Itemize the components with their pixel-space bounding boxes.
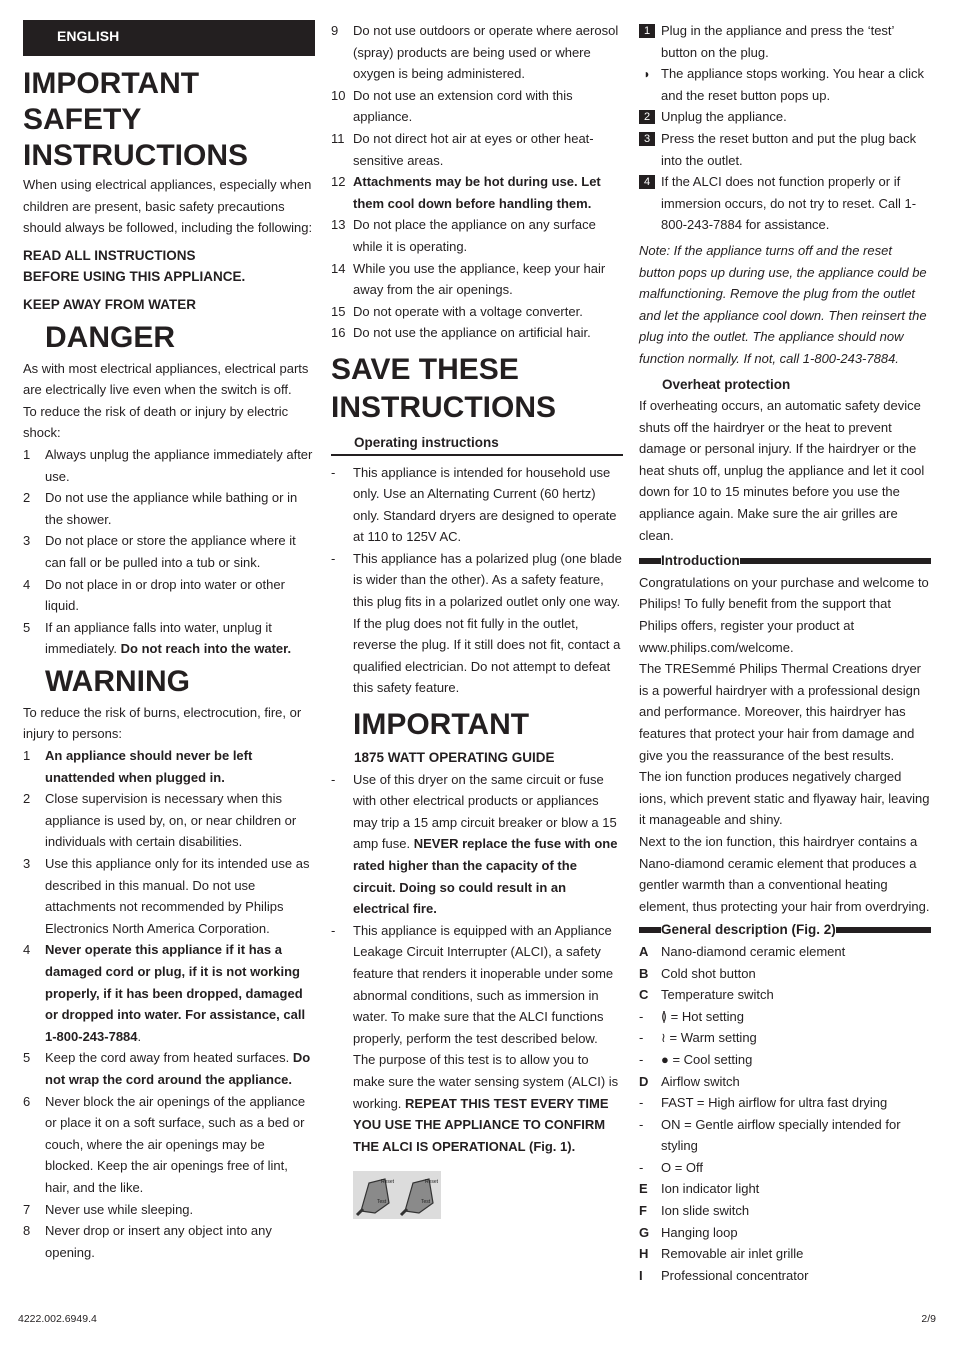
warning-item: 1 An appliance should never be left unattended when plugged in.: [23, 748, 253, 785]
save-heading-line-2: INSTRUCTIONS: [331, 390, 556, 424]
warning-item: 4 Never operate this appliance if it has a damaged cord or plug, if it is not working properly, if it has been dropped, damaged or dropped into water. For assistance, call 1-800-243-7884.: [23, 942, 306, 1044]
intro-text: When using electrical appliances, especially when children are present, basic safety precautions should always be followed, including the following:: [23, 177, 313, 236]
alci-plug-icon: [399, 1173, 439, 1217]
test-step-result: ◗ The appliance stops working. You hear a click and the reset button pops up.: [643, 66, 925, 103]
part-item: A Nano-diamond ceramic element: [639, 943, 846, 959]
column-3: [639, 20, 931, 1286]
warning-item: 6 Never block the air openings of the appliance or place it on a soft surface, such as a bed or couch, where the air openings may be blocked. Keep the air openings free of lint, hair, and the like.: [23, 1093, 306, 1195]
warning-item: 5 Keep the cord away from heated surfaces. Do not wrap the cord around the appliance.: [23, 1050, 311, 1087]
figure-label: Reset: [425, 1179, 439, 1186]
guide-item: - Use of this dryer on the same circuit or fuse with other electrical products or appliances may trip a 15 amp circuit breaker or blow a 15 amp fuse. NEVER replace the fuse with one rated higher than the capacity of the circuit. Doing so could result in an electrical fire.: [331, 771, 618, 917]
test-step: 3 Press the reset button and put the plug back into the outlet.: [639, 128, 931, 171]
read-all-line-2: BEFORE USING THIS APPLIANCE.: [23, 269, 246, 285]
part-item: D Airflow switch: [639, 1073, 740, 1089]
danger-item: 5 If an appliance falls into water, unplug it immediately. Do not reach into the water.: [23, 619, 292, 657]
part-subitem: - O = Off: [639, 1159, 704, 1175]
part-subitem: - FAST = High airflow for ultra fast drying: [639, 1095, 888, 1111]
note-text: Note: If the appliance turns off and the reset button pops up during use, the appliance could be malfunctioning. Remove the plug from the outlet and let the appliance cool down. Then reinsert the plug into the outlet. The appliance should now function normally. If not, call 1-800-243-7884.: [639, 242, 927, 366]
danger-item: 4 Do not place in or drop into water or other liquid.: [23, 576, 285, 614]
part-item: E Ion indicator light: [639, 1181, 760, 1197]
column-2: [331, 20, 623, 1219]
page-number: 2/9: [921, 1313, 936, 1325]
warning-lead: To reduce the risk of burns, electrocution, fire, or injury to persons:: [23, 704, 302, 742]
figure-label: Reset: [381, 1179, 395, 1186]
part-item: H Removable air inlet grille: [639, 1246, 804, 1262]
warning-item: 10 Do not use an extension cord with this appliance.: [331, 87, 573, 125]
title-line-2: SAFETY: [23, 103, 142, 136]
title-line-1: IMPORTANT: [23, 67, 200, 100]
warning-item: 8 Never drop or insert any object into any opening.: [23, 1223, 272, 1260]
figure-label: Test: [377, 1199, 387, 1206]
part-subitem: - ≬ = Hot setting: [639, 1008, 744, 1024]
read-all-line-1: READ ALL INSTRUCTIONS: [23, 247, 196, 263]
warning-item: 13 Do not place the appliance on any surface while it is operating.: [331, 217, 596, 254]
figure-1-plug-illustration: [353, 1171, 441, 1219]
warning-item: 15 Do not operate with a voltage converter.: [331, 303, 583, 319]
intro-paragraph: The ion function produces negatively charged ions, which prevent static and flyaway hair, leaving it manageable and shiny.: [639, 769, 930, 828]
operating-instructions-heading: Operating instructions: [331, 432, 623, 456]
warning-item: 11 Do not direct hot air at eyes or other heat-sensitive areas.: [331, 130, 594, 168]
save-heading-line-1: SAVE THESE: [331, 352, 519, 386]
language-tab: ENGLISH: [23, 20, 315, 56]
keep-away-heading: KEEP AWAY FROM WATER: [23, 296, 197, 312]
warning-heading: WARNING: [45, 664, 190, 698]
figure-label: Test: [421, 1199, 431, 1206]
important-heading: IMPORTANT: [353, 708, 530, 742]
intro-paragraph: Congratulations on your purchase and welcome to Philips! To fully benefit from the support that Philips offers, register your product at www.philips.com/welcome.: [639, 574, 929, 655]
operating-item: - This appliance has a polarized plug (one blade is wider than the other). As a safety feature, this plug fits in a polarized outlet only one way. If the plug does not fit fully in the outlet, reverse the plug. If it still does not fit, contact a qualified electrician. Do not attempt to defeat this safety feature.: [331, 550, 622, 696]
part-item: C Temperature switch: [639, 987, 774, 1003]
intro-paragraph: Next to the ion function, this hairdryer contains a Nano-diamond ceramic element that produces a gentler warmth than a conventional heating element, thus protecting your hair from overdrying.: [639, 833, 930, 914]
warning-item: 16 Do not use the appliance on artificial hair.: [331, 325, 591, 341]
test-step: 2 Unplug the appliance.: [639, 106, 931, 128]
operating-item: - This appliance is intended for household use only. Use an Alternating Current (60 hertz) only. Standard dryers are designed to operate at 110 to 125V AC.: [331, 464, 617, 545]
part-subitem: - ● = Cool setting: [639, 1051, 753, 1067]
warning-item: 12 Attachments may be hot during use. Let them cool down before handling them.: [331, 174, 601, 211]
danger-lead-2: To reduce the risk of death or injury by electric shock:: [23, 403, 289, 441]
document-code: 4222.002.6949.4: [18, 1313, 97, 1325]
operating-guide-heading: 1875 WATT OPERATING GUIDE: [354, 750, 555, 766]
intro-paragraph: The TRESemmé Philips Thermal Creations dryer is a powerful hairdryer with a professional design and performance. Moreover, this hairdryer has features that protect your hair from damage and give you the reassurance of the best results.: [639, 661, 922, 763]
danger-item: 1 Always unplug the appliance immediately after use.: [23, 446, 313, 484]
alci-plug-icon: [355, 1173, 395, 1217]
overheat-heading: Overheat protection: [662, 376, 791, 392]
warning-item: 2 Close supervision is necessary when this appliance is used by, on, or near children or individuals with certain disabilities.: [23, 791, 297, 850]
column-1: [23, 20, 315, 1263]
overheat-text: If overheating occurs, an automatic safety device shuts off the hairdryer or the heat to prevent damage or personal injury. If the hairdryer or the heat shuts off, unplug the appliance and let it cool down for 10 to 15 minutes before you use the appliance again. Make sure the air grilles are clean.: [639, 398, 925, 543]
general-description-heading: General description (Fig. 2): [639, 919, 931, 941]
part-subitem: - ≀ = Warm setting: [639, 1030, 757, 1046]
warning-item: 14 While you use the appliance, keep your hair away from the air openings.: [331, 260, 606, 298]
test-step: 4 If the ALCI does not function properly or if immersion occurs, do not try to reset. Call 1-800-243-7884 for assistance.: [639, 171, 931, 236]
part-item: B Cold shot button: [639, 965, 756, 981]
part-item: F Ion slide switch: [639, 1203, 750, 1219]
title-line-3: INSTRUCTIONS: [23, 139, 248, 172]
warning-item: 3 Use this appliance only for its intended use as described in this manual. Do not use attachments not recommended by Philips Electronics North America Corporation.: [23, 856, 310, 936]
test-step: 1 Plug in the appliance and press the ‘test’ button on the plug.: [639, 20, 931, 63]
warning-item: 9 Do not use outdoors or operate where aerosol (spray) products are being used or where oxygen is being administered.: [331, 23, 619, 82]
guide-item: - This appliance is equipped with an Appliance Leakage Circuit Interrupter (ALCI), a safety feature that renders it inoperable under some abnormal conditions, such as immersion in water. To make sure that the ALCI functions properly, perform the test described below. The purpose of this test is to allow you to make sure the water sensing system (ALCI) is working. REPEAT THIS TEST EVERY TIME YOU USE THE APPLIANCE TO CONFIRM THE ALCI IS OPERATIONAL (Fig. 1).: [331, 922, 619, 1154]
part-subitem: - ON = Gentle airflow specially intended for styling: [639, 1116, 901, 1154]
danger-item: 3 Do not place or store the appliance where it can fall or be pulled into a tub or sink.: [23, 533, 296, 570]
danger-heading: DANGER: [45, 320, 176, 354]
introduction-heading: Introduction: [639, 550, 931, 572]
warning-item: 7 Never use while sleeping.: [23, 1201, 194, 1217]
part-item: I Professional concentrator: [639, 1267, 809, 1283]
danger-lead-1: As with most electrical appliances, electrical parts are electrically live even when the switch is off.: [23, 360, 309, 398]
danger-item: 2 Do not use the appliance while bathing or in the shower.: [23, 490, 298, 527]
part-item: G Hanging loop: [639, 1224, 738, 1240]
